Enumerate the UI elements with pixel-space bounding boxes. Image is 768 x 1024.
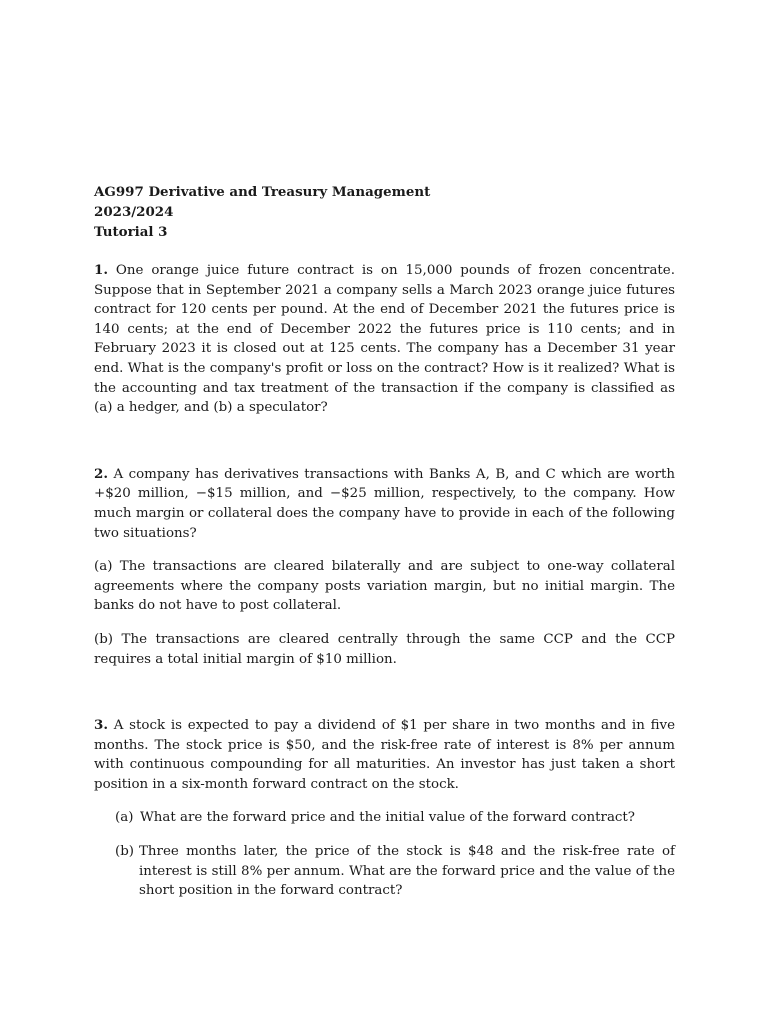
question-text: A company has derivatives transactions with Banks A, B, and C which are worth +$20 million, −$15 million, and −$25 million, respectively, to the company. How much margin or collateral does the company have to provide in each of the following two situations? (94, 466, 675, 541)
course-title: AG997 Derivative and Treasury Management (94, 184, 431, 200)
document-page (94, 183, 675, 901)
question-part-a (115, 808, 675, 828)
question-part-b (115, 842, 675, 901)
question-2 (94, 465, 675, 669)
part-label: (a) (115, 810, 134, 826)
document-header (94, 183, 675, 243)
question-3-parts (94, 808, 675, 900)
question-text: A stock is expected to pay a dividend of $1 per share in two months and in five months. The stock price is $50, and the risk-free rate of interest is 8% per annum with continuous compounding for all maturities. An investor has just taken a short position in a six-month forward contract on the stock. (94, 718, 675, 792)
question-number: 3. (94, 717, 108, 734)
part-text: Three months later, the price of the stock is $48 and the risk-free rate of interest is still 8% per annum. What are the forward price and the value of the short position in the forward contract? (139, 844, 675, 899)
question-3 (94, 716, 675, 901)
question-number: 1. (94, 262, 108, 278)
question-number: 2. (94, 465, 108, 482)
part-text: What are the forward price and the initial value of the forward contract? (140, 810, 635, 826)
question-1 (94, 261, 675, 418)
part-label: (b) (115, 844, 135, 860)
academic-year: 2023/2024 (94, 204, 174, 220)
tutorial-title: Tutorial 3 (94, 224, 168, 240)
question-part-b: (b) The transactions are cleared centrally through the same CCP and the CCP requires a total initial margin of $10 million. (94, 631, 675, 667)
question-part-a: (a) The transactions are cleared bilaterally and are subject to one-way collateral agreements where the company posts variation margin, but no initial margin. The banks do not have to post collateral. (94, 559, 675, 614)
question-text: One orange juice future contract is on 15,000 pounds of frozen concentrate. Suppose that in September 2021 a company sells a March 2023 orange juice futures contract for 120 cents per pound. At the end of December 2021 the futures price is 140 cents; at the end of December 2022 the futures price is 110 cents; and in February 2023 it is closed out at 125 cents. The company has a December 31 year end. What is the company's profit or loss on the contract? How is it realized? What is the accounting and tax treatment of the transaction if the company is classified as (a) a hedger, and (b) a speculator? (94, 263, 675, 416)
